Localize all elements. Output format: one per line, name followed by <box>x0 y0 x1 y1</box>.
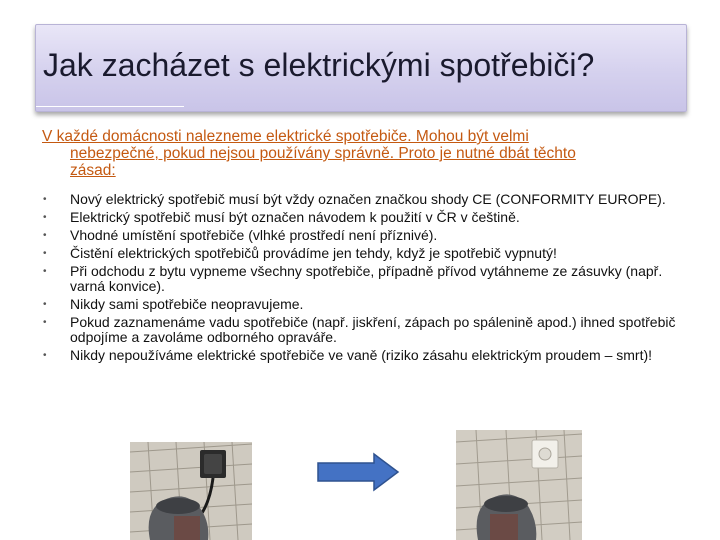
bullet-icon: • <box>43 194 47 205</box>
rules-list <box>42 192 682 366</box>
title-accent-line <box>36 106 184 107</box>
list-item <box>42 228 682 243</box>
title-box <box>35 24 687 112</box>
bullet-icon: • <box>43 299 47 310</box>
list-item-text: Nikdy sami spotřebiče neopravujeme. <box>70 296 304 312</box>
list-item <box>42 264 682 294</box>
list-item-text: Nikdy nepoužíváme elektrické spotřebiče ve vaně (riziko zásahu elektrickým proudem – smrt)! <box>70 347 653 363</box>
list-item <box>42 246 682 261</box>
list-item-text: Elektrický spotřebič musí být označen návodem k použití v ČR v češtině. <box>70 209 520 225</box>
intro-line-3: zásad: <box>70 162 116 179</box>
intro-paragraph <box>42 128 682 179</box>
bullet-icon: • <box>43 350 47 361</box>
list-item-text: Pokud zaznamenáme vadu spotřebiče (např. jiskření, zápach po spálenině apod.) ihned spotřebič odpojíme a zavoláme odborného opraváře. <box>70 314 676 345</box>
list-item <box>42 297 682 312</box>
bullet-icon: • <box>43 266 47 277</box>
intro-line-1: V každé domácnosti nalezneme elektrické spotřebiče. Mohou být velmi <box>42 128 529 145</box>
list-item-text: Vhodné umístění spotřebiče (vlhké prostředí není příznivé). <box>70 227 438 243</box>
photo-kettle-plugged-in <box>130 442 252 540</box>
list-item-text: Nový elektrický spotřebič musí být vždy označen značkou shody CE (CONFORMITY EUROPE). <box>70 191 666 207</box>
photo-kettle-unplugged <box>456 430 582 540</box>
bullet-icon: • <box>43 317 47 328</box>
list-item-text: Při odchodu z bytu vypneme všechny spotřebiče, případně přívod vytáhneme ze zásuvky (např. varná konvice). <box>70 263 663 294</box>
list-item-text: Čistění elektrických spotřebičů provádíme jen tehdy, když je spotřebič vypnutý! <box>70 245 557 261</box>
bullet-icon: • <box>43 248 47 259</box>
right-arrow-icon <box>316 452 400 497</box>
list-item <box>42 210 682 225</box>
bullet-icon: • <box>43 230 47 241</box>
intro-line-2: nebezpečné, pokud nejsou používány správně. Proto je nutné dbát těchto <box>70 145 576 162</box>
list-item <box>42 348 682 363</box>
list-item <box>42 315 682 345</box>
slide-title: Jak zacházet s elektrickými spotřebiči? <box>43 47 595 83</box>
bullet-icon: • <box>43 212 47 223</box>
list-item <box>42 192 682 207</box>
